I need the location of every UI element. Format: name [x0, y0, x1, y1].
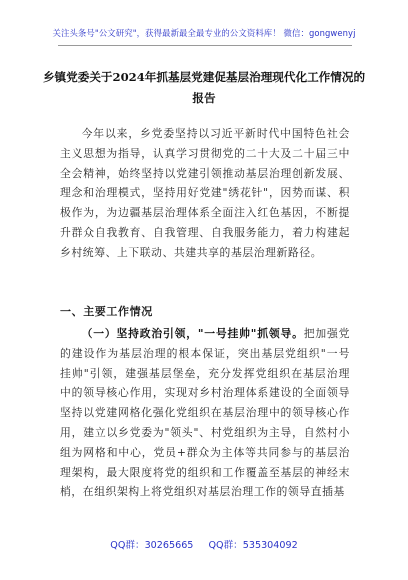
- footer-contact: [0, 537, 408, 551]
- qq-group-1: QQ群：30265665: [110, 540, 194, 551]
- header-divider: [58, 45, 352, 46]
- header-banner: 关注头条号"公文研究"，获得最新最全最专业的公文资料库！ 微信：gongwenyj: [52, 28, 356, 38]
- paragraph-text: 把加强党的建设作为基层治理的根本保证，突出基层党组织"一号挂帅"引领，建强基层堡垒，充分发挥党组织在基层治理中的领导核心作用，实现对乡村治理体系建设的全面领导坚持以党建网格化强化党组织在基层治理中的领导核心作用，建立以乡党委为"领头"、村党组织为主导，自然村小组为网格和中心，党员+群众为主体等共同参与的基层治理架构，最大限度将党的组织和工作覆盖至基层的神经末梢，在组织架构上将党组织对基层治理工作的领导直插基: [60, 327, 351, 499]
- intro-paragraph: 今年以来，乡党委坚持以习近平新时代中国特色社会主义思想为指导，认真学习贯彻党的二十大及二十届三中全会精神，始终坚持以党建引领推动基层治理创新发展、理念和治理模式，坚持用好党建"绣花针"，因势而谋、积极作为，为边疆基层治理体系全面注入红色基因，不断提升群众自我教育、自我管理、自我服务能力，着力构建起乡村统筹、上下联动、共建共享的基层治理新路径。: [60, 127, 350, 259]
- section-heading: 一、主要工作情况: [60, 305, 153, 318]
- subsection-heading: （一）坚持政治引领，"一号挂帅"抓领导。: [81, 327, 304, 340]
- qq-group-2: QQ群：535304092: [208, 540, 298, 551]
- body-paragraph: [60, 324, 350, 502]
- document-title: 乡镇党委关于2024年抓基层党建促基层治理现代化工作情况的报告: [42, 70, 366, 105]
